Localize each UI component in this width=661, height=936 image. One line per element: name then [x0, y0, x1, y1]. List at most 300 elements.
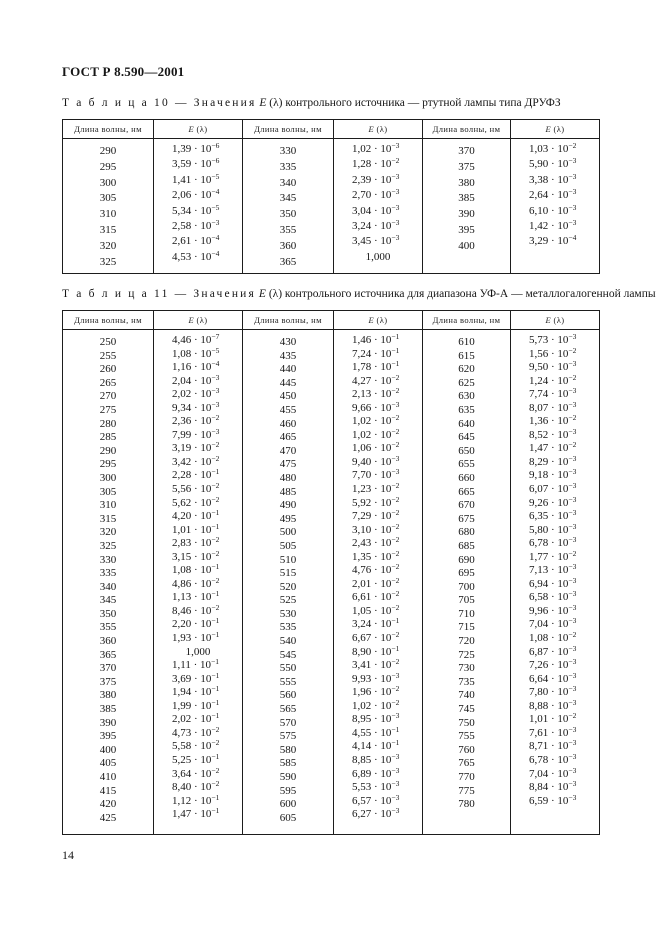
wavelength-cell: 380: [99, 689, 117, 702]
value-cell: [334, 643, 422, 660]
value-cell: [511, 469, 599, 483]
value-cell: [511, 399, 599, 416]
value-mantissa: 2,20: [172, 618, 192, 631]
wavelength-column: [243, 330, 334, 835]
value-exponent: −3: [568, 508, 577, 518]
value-mantissa: 1,47: [172, 808, 192, 821]
value-mantissa: 7,24: [352, 347, 372, 360]
multiply-dot: · 10: [191, 726, 212, 739]
value-cell: [511, 697, 599, 714]
value-exponent: −2: [391, 630, 400, 640]
value-exponent: −3: [568, 684, 577, 694]
value-cell: [154, 173, 242, 188]
table11-caption-prefix: Т а б л и ц а 11 — Значения: [62, 288, 257, 300]
value-exponent: −2: [391, 372, 400, 382]
value-mantissa: 3,04: [352, 204, 372, 217]
value-cell: [334, 781, 422, 795]
value-exponent: −2: [391, 481, 400, 491]
wavelength-stack: [423, 139, 510, 255]
value-exponent: −1: [211, 467, 220, 477]
value-exponent: −3: [211, 426, 220, 436]
value-exponent: −2: [391, 589, 400, 599]
value-exponent: −3: [568, 751, 577, 761]
value-suffix: (λ): [374, 315, 388, 325]
value-exponent: −1: [211, 589, 220, 599]
value-column: [511, 139, 600, 274]
document-header: ГОСТ Р 8.590—2001: [62, 64, 185, 79]
multiply-dot: · 10: [371, 645, 392, 658]
value-exponent: −3: [391, 399, 400, 409]
wavelength-cell: 365: [279, 255, 297, 268]
value-cell: [154, 204, 242, 219]
value-cell: [511, 564, 599, 578]
value-cell: [154, 697, 242, 714]
wavelength-cell: 740: [458, 689, 475, 702]
value-cell: [511, 142, 599, 157]
multiply-dot: · 10: [191, 686, 212, 699]
value-mantissa: 2,28: [172, 469, 192, 482]
wavelength-cell: 460: [279, 417, 297, 430]
wavelength-cell: 720: [458, 635, 475, 648]
wavelength-cell: 290: [99, 145, 117, 157]
value-exponent: −2: [391, 440, 400, 450]
value-mantissa: 1,01: [172, 523, 192, 536]
value-exponent: −1: [391, 359, 400, 369]
value-mantissa: 8,46: [172, 604, 192, 617]
wavelength-cell: 250: [99, 336, 117, 348]
wavelength-cell: 335: [99, 567, 117, 580]
value-exponent: −2: [568, 630, 577, 640]
value-symbol: E: [188, 315, 195, 325]
value-cell: [511, 740, 599, 754]
value-exponent: −6: [211, 156, 220, 166]
value-mantissa: 2,39: [352, 173, 372, 186]
value-cell: [511, 602, 599, 619]
multiply-dot: · 10: [548, 740, 569, 753]
value-cell: [334, 618, 422, 632]
multiply-dot: · 10: [191, 415, 212, 428]
value-symbol: E: [545, 315, 552, 325]
value-mantissa: 5,90: [529, 158, 549, 171]
wavelength-column: [423, 330, 511, 835]
wavelength-cell: 590: [279, 771, 297, 783]
wavelength-cell: 600: [279, 798, 297, 811]
value-exponent: −3: [568, 792, 577, 802]
table11-caption: [62, 288, 656, 300]
multiply-dot: · 10: [191, 250, 212, 263]
value-stack: [511, 330, 599, 808]
value-exponent: −3: [568, 521, 577, 531]
value-mantissa: 8,40: [172, 781, 192, 794]
value-cell: [334, 659, 422, 673]
value-exponent: −2: [391, 156, 400, 166]
value-mantissa: 9,96: [529, 604, 549, 617]
value-exponent: −4: [568, 233, 577, 243]
multiply-dot: · 10: [371, 564, 392, 577]
value-exponent: −3: [568, 697, 577, 707]
wavelength-cell: 675: [458, 512, 475, 525]
wavelength-cell: 525: [279, 594, 297, 607]
multiply-dot: · 10: [191, 496, 212, 509]
multiply-dot: · 10: [191, 618, 212, 631]
value-exponent: −3: [568, 724, 577, 734]
value-cell: [511, 173, 599, 188]
multiply-dot: · 10: [191, 469, 212, 482]
value-cell: [154, 659, 242, 673]
value-exponent: −3: [211, 372, 220, 382]
multiply-dot: · 10: [191, 781, 212, 794]
wavelength-cell: 575: [279, 730, 297, 743]
value-mantissa: 9,93: [352, 672, 372, 685]
wavelength-cell: 390: [458, 208, 475, 221]
value-exponent: −1: [391, 332, 400, 341]
wavelength-cell: 315: [99, 223, 117, 236]
value-mantissa: 3,38: [529, 173, 549, 186]
value-mantissa: 5,56: [172, 483, 192, 496]
wavelength-cell: 355: [99, 621, 117, 634]
value-exponent: −3: [391, 751, 400, 761]
wavelength-cell: 305: [99, 192, 117, 205]
wavelength-cell: 730: [458, 662, 475, 675]
value-mantissa: 1,41: [172, 173, 192, 186]
wavelength-stack: [63, 139, 153, 270]
wavelength-stack: [243, 139, 333, 270]
value-cell: [334, 142, 422, 157]
value-mantissa: 7,61: [529, 726, 549, 739]
value-exponent: −3: [568, 738, 577, 748]
value-cell: [154, 250, 242, 265]
value-exponent: −2: [568, 413, 577, 423]
value-cell: [154, 537, 242, 551]
value-exponent: −2: [211, 413, 220, 423]
wavelength-cell: 375: [458, 160, 475, 173]
value-cell: [154, 415, 242, 429]
value-exponent: −3: [568, 481, 577, 491]
wavelength-column: [63, 330, 154, 835]
multiply-dot: · 10: [548, 173, 569, 186]
column-header-value: [334, 120, 423, 139]
value-mantissa: 1,02: [352, 428, 372, 441]
multiply-dot: · 10: [548, 632, 569, 645]
value-mantissa: 7,99: [172, 428, 192, 441]
value-cell: [511, 591, 599, 605]
multiply-dot: · 10: [191, 455, 212, 468]
wavelength-cell: 260: [99, 363, 117, 376]
wavelength-cell: 395: [458, 223, 475, 236]
value-cell: [511, 494, 599, 511]
value-mantissa: 4,76: [352, 564, 372, 577]
value-exponent: −2: [391, 575, 400, 585]
value-cell: [511, 686, 599, 700]
wavelength-cell: 545: [279, 648, 297, 661]
wavelength-cell: 505: [279, 539, 297, 552]
value-cell: [154, 399, 242, 416]
wavelength-cell: 325: [99, 255, 117, 268]
multiply-dot: · 10: [371, 726, 392, 739]
value-mantissa: 6,87: [529, 645, 549, 658]
wavelength-cell: 325: [99, 539, 117, 552]
wavelength-cell: 650: [458, 444, 475, 457]
wavelength-cell: 370: [99, 662, 117, 675]
multiply-dot: · 10: [371, 591, 392, 604]
value-cell: [154, 345, 242, 362]
multiply-dot: · 10: [548, 374, 569, 387]
value-cell: [334, 740, 422, 754]
wavelength-cell: 560: [279, 689, 297, 702]
wavelength-cell: 300: [99, 471, 117, 484]
wavelength-cell: 610: [458, 336, 475, 348]
value-mantissa: 1,36: [529, 415, 549, 428]
multiply-dot: · 10: [191, 158, 212, 171]
value-cell: [511, 426, 599, 443]
multiply-dot: · 10: [548, 618, 569, 631]
wavelength-cell: 305: [99, 485, 117, 498]
value-cell: [334, 399, 422, 416]
value-exponent: −2: [391, 548, 400, 558]
value-cell: [511, 483, 599, 497]
multiply-dot: · 10: [371, 173, 392, 186]
multiply-dot: · 10: [191, 510, 212, 523]
wavelength-cell: 295: [99, 458, 117, 471]
column-header-value: [511, 120, 600, 139]
wavelength-cell: 555: [279, 675, 297, 688]
multiply-dot: · 10: [548, 143, 569, 155]
value-cell: [154, 334, 242, 348]
multiply-dot: · 10: [548, 401, 569, 414]
table10-caption-symbol: E: [259, 97, 267, 109]
value-exponent: −3: [568, 359, 577, 369]
value-mantissa: 1,08: [172, 347, 192, 360]
wavelength-cell: 285: [99, 431, 117, 444]
multiply-dot: · 10: [191, 591, 212, 604]
multiply-dot: · 10: [371, 347, 392, 360]
value-mantissa: 9,26: [529, 496, 549, 509]
value-mantissa: 9,66: [352, 401, 372, 414]
wavelength-cell: 330: [99, 553, 117, 566]
wavelength-cell: 375: [99, 675, 117, 688]
value-cell: [154, 724, 242, 741]
value-exponent: −3: [568, 426, 577, 436]
wavelength-stack: [63, 330, 153, 825]
value-mantissa: 1,12: [172, 794, 192, 807]
wavelength-cell: 425: [99, 811, 117, 824]
wavelength-cell: 715: [458, 621, 475, 634]
multiply-dot: · 10: [548, 334, 569, 346]
wavelength-cell: 475: [279, 458, 297, 471]
multiply-dot: · 10: [371, 388, 392, 401]
wavelength-cell: 290: [99, 444, 117, 457]
multiply-dot: · 10: [371, 219, 392, 232]
value-cell: [511, 670, 599, 687]
multiply-dot: · 10: [371, 577, 392, 590]
value-cell: [154, 442, 242, 456]
value-exponent: −1: [391, 616, 400, 626]
multiply-dot: · 10: [191, 401, 212, 414]
value-mantissa: 1,35: [352, 550, 372, 563]
multiply-dot: · 10: [548, 455, 569, 468]
value-exponent: −3: [391, 141, 400, 150]
wavelength-cell: 315: [99, 512, 117, 525]
multiply-dot: · 10: [548, 753, 569, 766]
wavelength-cell: 695: [458, 567, 475, 580]
wavelength-cell: 405: [99, 757, 117, 770]
multiply-dot: · 10: [371, 204, 392, 217]
wavelength-cell: 465: [279, 431, 297, 444]
value-exponent: −3: [568, 657, 577, 667]
wavelength-cell: 520: [279, 580, 297, 593]
value-exponent: −7: [211, 332, 220, 341]
wavelength-cell: 295: [99, 160, 117, 173]
wavelength-cell: 360: [99, 635, 117, 648]
value-exponent: −2: [568, 440, 577, 450]
wavelength-cell: 625: [458, 376, 475, 389]
value-cell: [334, 334, 422, 348]
table11-header-row: [63, 311, 600, 330]
value-mantissa: 8,88: [529, 699, 549, 712]
value-mantissa: 3,64: [172, 767, 192, 780]
multiply-dot: · 10: [548, 550, 569, 563]
value-mantissa: 2,83: [172, 537, 192, 550]
table11: [62, 310, 600, 835]
value-cell: [511, 204, 599, 219]
value-cell: [334, 670, 422, 687]
value-mantissa: 3,59: [172, 158, 192, 171]
value-mantissa: 1,93: [172, 632, 192, 645]
value-exponent: −3: [568, 386, 577, 396]
value-exponent: −1: [211, 670, 220, 680]
value-cell: [154, 591, 242, 605]
wavelength-cell: 345: [99, 594, 117, 607]
value-mantissa: 8,84: [529, 781, 549, 794]
multiply-dot: · 10: [371, 401, 392, 414]
value-exponent: −2: [391, 562, 400, 572]
value-mantissa: 3,42: [172, 455, 192, 468]
value-exponent: −1: [211, 711, 220, 721]
value-mantissa: 1,94: [172, 686, 192, 699]
wavelength-cell: 580: [279, 743, 297, 756]
value-cell: [154, 575, 242, 592]
value-mantissa: 1,96: [352, 686, 372, 699]
value-mantissa: 8,71: [529, 740, 549, 753]
value-cell: [154, 792, 242, 809]
value-mantissa: 4,86: [172, 577, 192, 590]
value-exponent: −1: [391, 738, 400, 748]
wavelength-cell: 550: [279, 662, 297, 675]
value-exponent: −5: [211, 202, 220, 212]
multiply-dot: · 10: [548, 767, 569, 780]
column-header-wavelength: Длина волны, нм: [423, 311, 511, 330]
value-mantissa: 4,53: [172, 250, 192, 263]
multiply-dot: · 10: [371, 374, 392, 387]
value-exponent: −2: [568, 372, 577, 382]
value-mantissa: 3,15: [172, 550, 192, 563]
wavelength-cell: 265: [99, 376, 117, 389]
value-suffix: (λ): [194, 124, 208, 134]
value-cell: [334, 510, 422, 524]
table10-header-row: [63, 120, 600, 139]
value-mantissa: 3,10: [352, 523, 372, 536]
multiply-dot: · 10: [191, 219, 212, 232]
multiply-dot: · 10: [371, 699, 392, 712]
multiply-dot: · 10: [191, 428, 212, 441]
multiply-dot: · 10: [371, 442, 392, 455]
value-suffix: (λ): [194, 315, 208, 325]
value-exponent: −3: [568, 765, 577, 775]
value-mantissa: 1,06: [352, 442, 372, 455]
multiply-dot: · 10: [191, 347, 212, 360]
multiply-dot: · 10: [371, 415, 392, 428]
multiply-dot: · 10: [548, 361, 569, 374]
table10-body-row: [63, 139, 600, 274]
wavelength-cell: 390: [99, 716, 117, 729]
value-exponent: −1: [211, 630, 220, 640]
wavelength-cell: 645: [458, 431, 475, 444]
table11-caption-suffix: (λ) контрольного источника для диапазона УФ-А — металлогалогенной лампы: [268, 288, 656, 300]
value-cell: [154, 494, 242, 511]
wavelength-cell: 415: [99, 784, 117, 797]
table11-body-row: [63, 330, 600, 835]
multiply-dot: · 10: [371, 469, 392, 482]
value-mantissa: 1,47: [529, 442, 549, 455]
wavelength-cell: 320: [99, 526, 117, 539]
value-mantissa: 2,04: [172, 374, 192, 387]
multiply-dot: · 10: [548, 537, 569, 550]
value-mantissa: 1,11: [172, 659, 191, 672]
value-exponent: −1: [391, 345, 400, 355]
value-cell: [154, 564, 242, 578]
value-exponent: −3: [568, 643, 577, 653]
value-exponent: −3: [211, 217, 220, 227]
wavelength-cell: 745: [458, 703, 475, 716]
value-mantissa: 9,50: [529, 361, 549, 374]
multiply-dot: · 10: [191, 672, 212, 685]
wavelength-cell: 310: [99, 208, 117, 221]
value-mantissa: 7,29: [352, 510, 372, 523]
value-exponent: −2: [211, 724, 220, 734]
value-cell: [154, 388, 242, 402]
wavelength-cell: 540: [279, 635, 297, 648]
value-exponent: −2: [391, 386, 400, 396]
multiply-dot: · 10: [371, 781, 392, 794]
multiply-dot: · 10: [191, 523, 212, 536]
value-exponent: −2: [211, 535, 220, 545]
value-exponent: −5: [211, 171, 220, 181]
value-cell: [511, 575, 599, 592]
column-header-wavelength: Длина волны, нм: [243, 120, 334, 139]
value-cell: [511, 724, 599, 741]
multiply-dot: · 10: [371, 428, 392, 441]
value-cell: [334, 713, 422, 727]
multiply-dot: · 10: [548, 591, 569, 604]
wavelength-cell: 345: [279, 192, 297, 205]
multiply-dot: · 10: [548, 686, 569, 699]
value-exponent: −3: [391, 711, 400, 721]
value-mantissa: 2,01: [352, 577, 372, 590]
wavelength-cell: 780: [458, 798, 475, 811]
value-exponent: −3: [568, 217, 577, 227]
multiply-dot: · 10: [191, 235, 212, 248]
wavelength-cell: 690: [458, 553, 475, 566]
value-cell: [334, 792, 422, 809]
wavelength-cell: 760: [458, 743, 475, 756]
multiply-dot: · 10: [548, 726, 569, 739]
wavelength-cell: 335: [279, 160, 297, 173]
wavelength-cell: 585: [279, 757, 297, 770]
value-cell: [511, 548, 599, 565]
value-mantissa: 7,04: [529, 767, 549, 780]
value-mantissa: 6,78: [529, 537, 549, 550]
value-mantissa: 8,90: [352, 645, 372, 658]
